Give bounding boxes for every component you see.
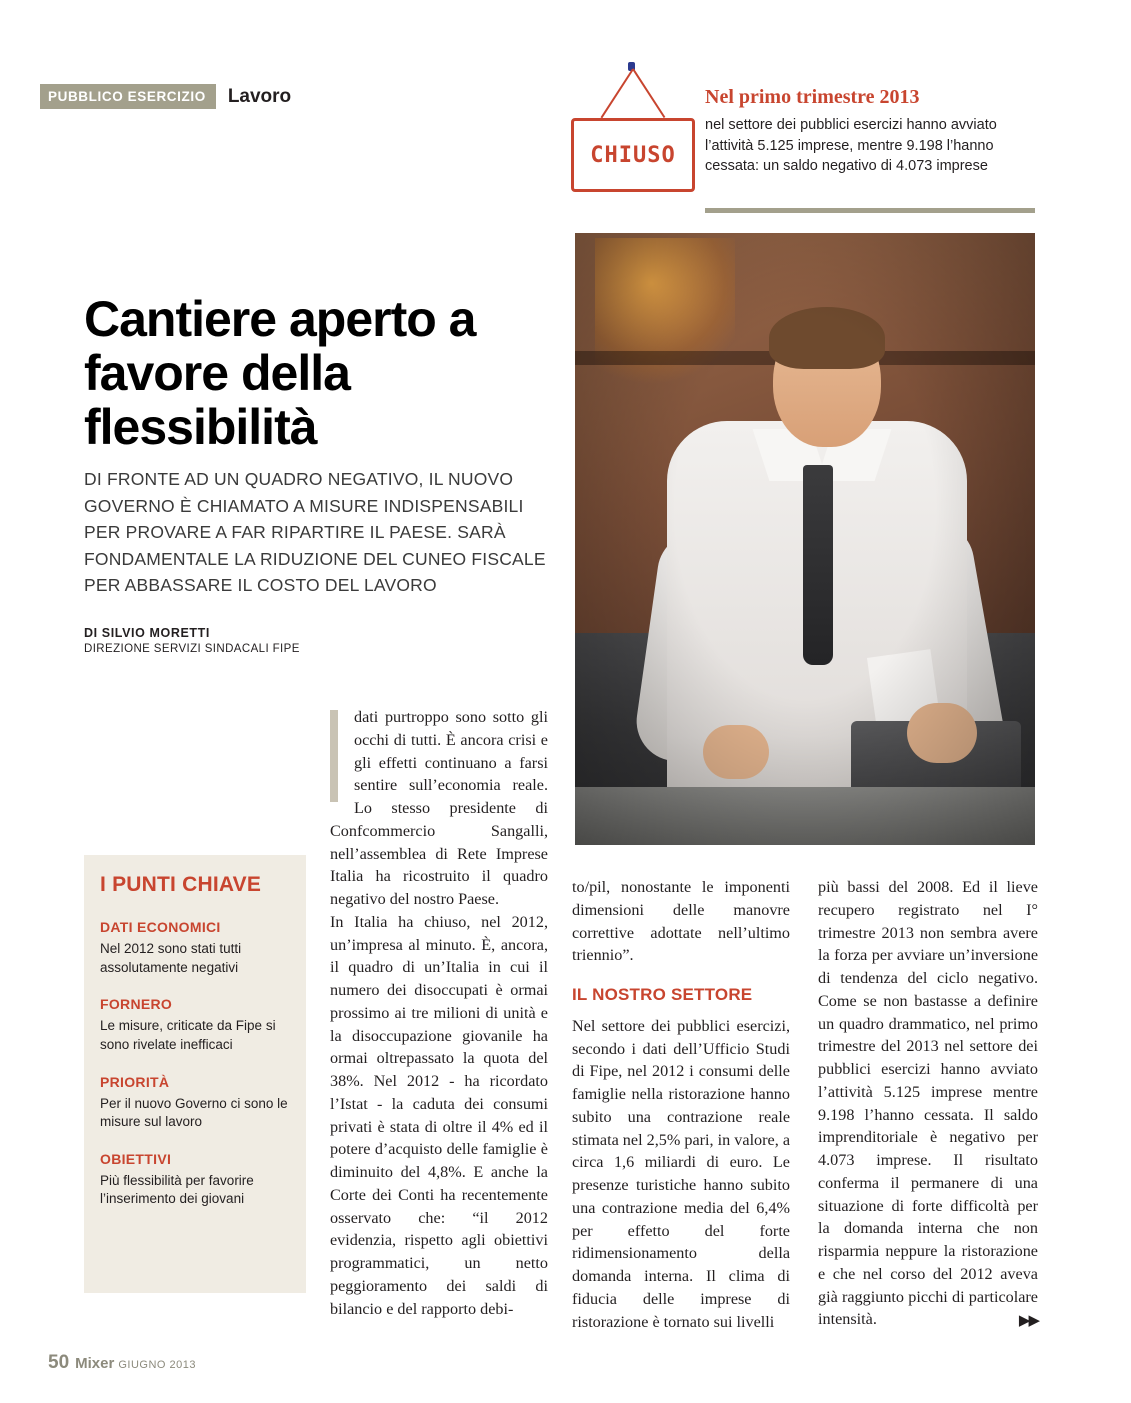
key-point-text: Le misure, criticate da Fipe si sono rivelate inefficaci (100, 1018, 276, 1052)
body-column-1 (330, 706, 548, 1320)
kicker-section: Lavoro (227, 85, 292, 107)
section-subhead: IL NOSTRO SETTORE (572, 985, 753, 1004)
list-item (100, 996, 290, 1054)
header-rule (705, 208, 1035, 213)
key-point-text: Più flessibilità per favorire l’inserimento dei giovani (100, 1172, 254, 1207)
key-point-label: FORNERO (100, 996, 173, 1013)
photo-vignette (575, 233, 1035, 845)
key-points-box (84, 855, 306, 1293)
standfirst: DI FRONTE AD UN QUADRO NEGATIVO, IL NUOVO GOVERNO È CHIAMATO A MISURE INDISPENSABILI PER PROVARE A FAR RIPARTIRE IL PAESE. SARÀ FONDAMENTALE LA RIDUZIONE DEL CUNEO FISCALE PER ABBASSARE IL COSTO DEL LAVORO (84, 469, 546, 596)
kicker-tab: PUBBLICO ESERCIZIO (40, 84, 216, 109)
page-number: 50 (48, 1352, 70, 1373)
blurb-title: Nel primo trimestre 2013 (705, 86, 920, 108)
paragraph: Nel settore dei pubblici esercizi, secondo i dati dell’Ufficio Studi di Fipe, nel 2012 i consumi delle famiglie nella ristorazione hanno subito una contrazione reale stimata nel 2,5% pari, in valore, a circa 1,6 miliardi di euro. Le presenze turistiche hanno subito una contrazione media del 6,4% per effetto del forte ridimensionamento della domanda interna. Il clima di fiducia delle imprese di ristorazione è tornato sui livelli (572, 1016, 791, 1331)
byline-role: DIREZIONE SERVIZI SINDACALI FIPE (84, 643, 300, 655)
closed-sign-illustration (566, 62, 698, 217)
magazine-name: Mixer (75, 1355, 115, 1372)
list-item (100, 1151, 290, 1209)
key-points-title: I PUNTI CHIAVE (100, 873, 262, 896)
article-photo (575, 233, 1035, 845)
page-title: Cantiere aperto a favore della flessibilità (84, 290, 476, 455)
byline (84, 626, 484, 655)
body-column-2 (572, 876, 790, 1333)
sign-plate (571, 118, 695, 192)
header-blurb (705, 86, 1035, 177)
paragraph: più bassi del 2008. Ed il lieve recupero registrato nel I° trimestre 2013 non sembra avere la forza per avviare un’inversione di tendenza del ciclo negativo. Come se non bastasse a definire un quadro drammatico, nel primo trimestre del 2013 nel settore dei pubblici esercizi hanno avviato l’attività 5.125 imprese mentre 9.198 l’hanno cessata. Il saldo imprenditoriale è negativo per 4.073 imprese. Il risultato conferma il permanere di una situazione di forte difficoltà per la domanda interna che non risparmia neppure la ristorazione e che nel corso del 2012 aveva già raggiunto picchi di particolare intensità. (818, 878, 1038, 1329)
dropcap-rule (330, 710, 338, 802)
cord-right (632, 69, 665, 118)
key-point-text: Per il nuovo Governo ci sono le misure sul lavoro (100, 1095, 288, 1130)
sign-label: CHIUSO (590, 142, 676, 168)
paragraph: to/pil, nonostante le imponenti dimensioni delle manovre correttive adottate nell’ultimo triennio”. (572, 878, 790, 965)
breadcrumb (40, 84, 291, 109)
key-point-label: OBIETTIVI (100, 1150, 172, 1167)
key-point-label: PRIORITÀ (100, 1073, 170, 1090)
body-column-3 (818, 876, 1038, 1333)
key-point-text: Nel 2012 sono stati tutti assolutamente negativi (100, 941, 242, 975)
paragraph: In Italia ha chiuso, nel 2012, un’impresa al minuto. È, ancora, il quadro di un’Italia in cui il numero dei disoccupati è ormai prossimo ai tre milioni di unità e la disoccupazione giovanile ha ormai oltrepassato la quota del 38%. Nel 2012 - ha ricordato l’Istat - la caduta dei consumi privati è stata di oltre il 4% ed il potere d’acquisto delle famiglie è diminuito del 4,8%. E anche la Corte dei Conti ha recentemente osservato che: “il 2012 evidenzia, rispetto agli obiettivi programmatici, un netto peggioramento dei saldi di bilancio e del rapporto debi- (330, 912, 548, 1318)
list-item (100, 1074, 290, 1132)
paragraph-intro: dati purtroppo sono sotto gli occhi di tutti. È ancora crisi e gli effetti continuano a farsi sentire sull’economia reale. Lo stesso presidente di Confcommercio Sangalli, nell’assemblea di Rete Imprese Italia ha ricostruito il quadro negativo del nostro Paese. (330, 708, 548, 908)
end-mark-icon: ▶▶ (1018, 1313, 1038, 1329)
blurb-text: nel settore dei pubblici esercizi hanno avviato l’attività 5.125 imprese, mentre 9.198 l’hanno cessata: un saldo negativo di 4.073 imprese (705, 117, 997, 175)
cord-left (601, 69, 634, 118)
issue-date: GIUGNO 2013 (118, 1359, 196, 1371)
byline-author: DI SILVIO MORETTI (84, 626, 210, 640)
list-item (100, 919, 290, 977)
key-point-label: DATI ECONOMICI (100, 919, 221, 935)
page-footer (48, 1352, 196, 1374)
